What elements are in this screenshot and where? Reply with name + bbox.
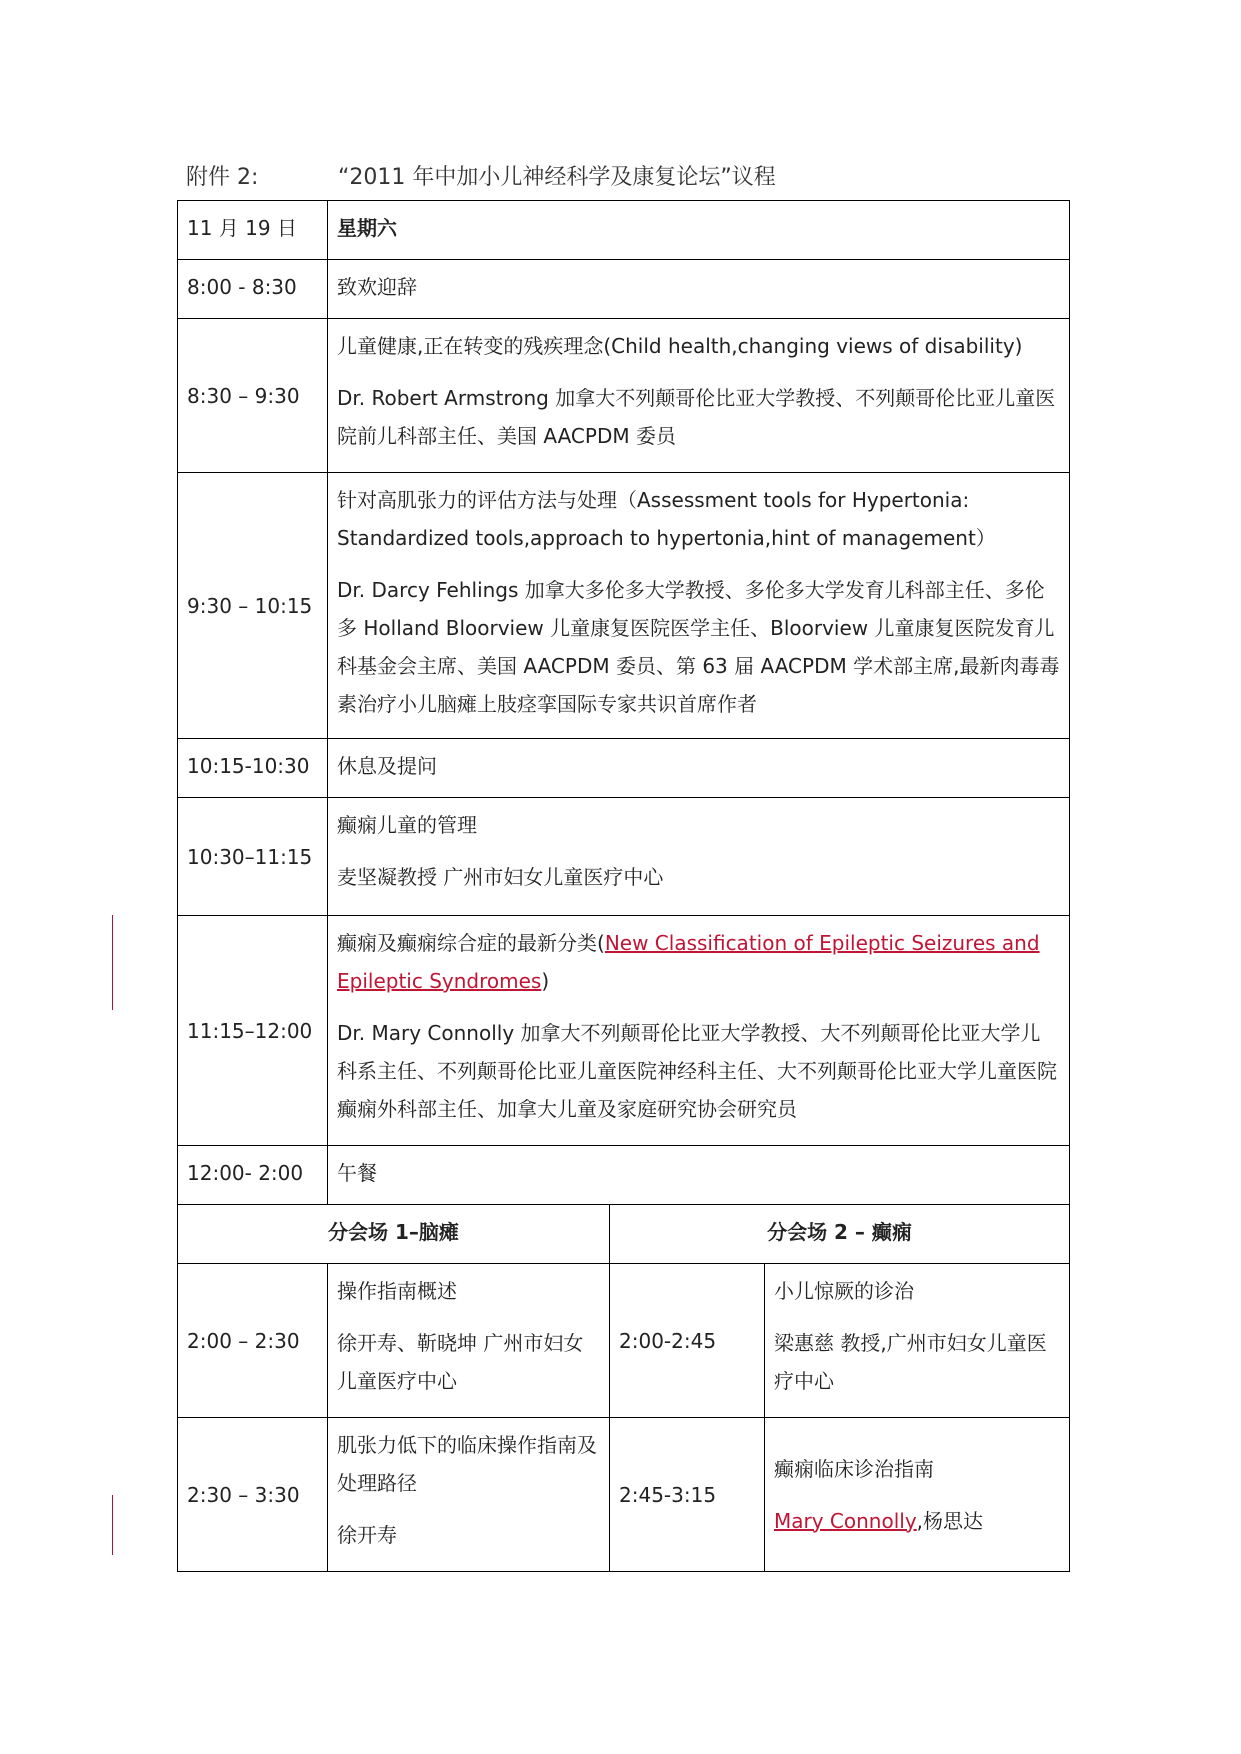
revision-bar — [112, 915, 113, 1010]
table-row — [178, 260, 1070, 319]
speaker-description: 徐开寿 — [337, 1523, 397, 1547]
speaker-info — [337, 571, 1060, 723]
session-title: 儿童健康,正在转变的残疾理念(Child health,changing views of disability) — [337, 334, 1023, 358]
time-cell: 8:30 – 9:30 — [178, 319, 328, 473]
session-cell — [328, 319, 1070, 473]
speaker-name: Dr. Darcy Fehlings — [337, 578, 519, 602]
speaker-description: 麦坚凝教授 广州市妇女儿童医疗中心 — [337, 865, 664, 889]
revision-bar — [112, 1495, 113, 1555]
document-header — [186, 160, 776, 191]
time-cell: 2:00-2:45 — [610, 1264, 765, 1418]
speaker-suffix: ,杨思达 — [916, 1508, 984, 1533]
session-1-header: 分会场 1–脑瘫 — [178, 1205, 610, 1264]
time-cell: 2:30 – 3:30 — [178, 1418, 328, 1572]
speaker-info — [774, 1502, 1060, 1540]
time-cell: 9:30 – 10:15 — [178, 473, 328, 739]
agenda-table — [177, 200, 1070, 1572]
time-cell: 2:00 – 2:30 — [178, 1264, 328, 1418]
table-row — [178, 1418, 1070, 1572]
session-cell — [328, 916, 1070, 1146]
attachment-label: 附件 2: — [186, 165, 259, 190]
session-title: 癫痫儿童的管理 — [337, 813, 477, 837]
table-row — [178, 916, 1070, 1146]
time-cell: 8:00 - 8:30 — [178, 260, 328, 319]
table-row — [178, 739, 1070, 798]
time-cell: 10:15-10:30 — [178, 739, 328, 798]
session-title — [337, 924, 1060, 1000]
session-title: 小儿惊厥的诊治 — [774, 1279, 914, 1303]
table-row — [178, 798, 1070, 916]
session-title: 针对高肌张力的评估方法与处理（Assessment tools for Hypertonia: Standardized tools,approach to hypertonia,hint of management） — [337, 488, 996, 550]
table-row — [178, 319, 1070, 473]
speaker-description: 加拿大不列颠哥伦比亚大学教授、大不列颠哥伦比亚大学儿科系主任、不列颠哥伦比亚儿童医院神经科主任、大不列颠哥伦比亚大学儿童医院癫痫外科部主任、加拿大儿童及家庭研究协会研究员 — [337, 1021, 1057, 1121]
classification-link[interactable]: New Classification of Epileptic Seizures and Epileptic Syndromes — [337, 931, 1040, 993]
title-suffix: ) — [541, 969, 550, 993]
session-title: 午餐 — [328, 1146, 1070, 1205]
speaker-description: 梁惠慈 教授,广州市妇女儿童医疗中心 — [774, 1331, 1047, 1393]
document-title: “2011 年中加小儿神经科学及康复论坛”议程 — [338, 165, 776, 190]
speaker-description: 加拿大多伦多大学教授、多伦多大学发育儿科部主任、多伦多 Holland Bloorview 儿童康复医院医学主任、Bloorview 儿童康复医院发育儿科基金会主席、美国 AACPDM 委员、第 63 届 AACPDM 学术部主席,最新肉毒毒素治疗小儿脑瘫上肢痉挛国际专家共识首席作者 — [337, 578, 1060, 716]
time-cell: 10:30–11:15 — [178, 798, 328, 916]
time-cell: 12:00- 2:00 — [178, 1146, 328, 1205]
session-cell — [328, 473, 1070, 739]
session-title: 操作指南概述 — [337, 1279, 457, 1303]
session-cell — [328, 1264, 610, 1418]
session-2-header: 分会场 2 – 癫痫 — [610, 1205, 1070, 1264]
session-title: 致欢迎辞 — [328, 260, 1070, 319]
table-row — [178, 1264, 1070, 1418]
speaker-link[interactable]: Mary Connolly — [774, 1508, 917, 1533]
speaker-description: 加拿大不列颠哥伦比亚大学教授、不列颠哥伦比亚儿童医院前儿科部主任、美国 AACPDM 委员 — [337, 386, 1056, 448]
title-prefix: 癫痫及癫痫综合症的最新分类( — [337, 931, 605, 955]
time-cell: 2:45-3:15 — [610, 1418, 765, 1572]
speaker-info — [337, 379, 1060, 455]
session-title: 休息及提问 — [328, 739, 1070, 798]
date-cell: 11 月 19 日 — [178, 201, 328, 260]
table-row — [178, 473, 1070, 739]
table-row — [178, 1146, 1070, 1205]
session-cell — [328, 1418, 610, 1572]
session-title: 癫痫临床诊治指南 — [774, 1456, 934, 1481]
speaker-info — [337, 1014, 1060, 1128]
speaker-name: Dr. Robert Armstrong — [337, 386, 549, 410]
session-cell — [765, 1264, 1070, 1418]
table-row — [178, 1205, 1070, 1264]
table-row — [178, 201, 1070, 260]
time-cell: 11:15–12:00 — [178, 916, 328, 1146]
session-title: 肌张力低下的临床操作指南及处理路径 — [337, 1433, 597, 1495]
weekday-cell: 星期六 — [328, 201, 1070, 260]
session-cell — [765, 1418, 1070, 1572]
speaker-name: Dr. Mary Connolly — [337, 1021, 515, 1045]
session-cell — [328, 798, 1070, 916]
speaker-description: 徐开寿、靳晓坤 广州市妇女儿童医疗中心 — [337, 1331, 584, 1393]
